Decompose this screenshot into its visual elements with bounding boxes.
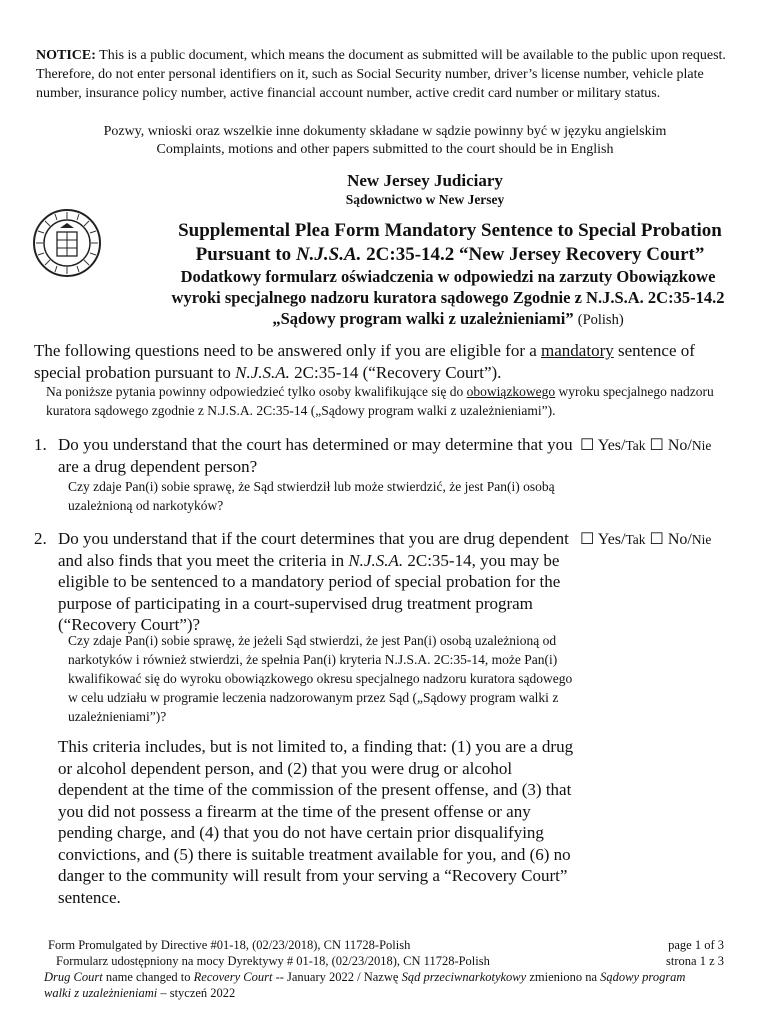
note-polish-old-name: Sąd przeciwnarkotykowy bbox=[401, 970, 527, 984]
form-title-polish-line-2: wyroki specjalnego nadzoru kuratora sądowego Zgodnie z N.J.S.A. 2C:35-14.2 bbox=[171, 288, 725, 307]
title-text-a: Pursuant to bbox=[195, 244, 296, 265]
intro-pl-text-a: Na poniższe pytania powinny odpowiedzieć tylko osoby kwalifikujące się do bbox=[46, 384, 467, 399]
intro-text-b: sentence of special probation pursuant to bbox=[34, 341, 695, 382]
question-1-text-polish: Czy zdaje Pan(i) sobie sprawę, że Sąd stwierdził lub może stwierdzić, że jest Pan(i) osobą uzależnioną od narkotyków? bbox=[68, 479, 555, 513]
notice-text: This is a public document, which means the document as submitted will be available to the public upon request. Therefore, do not enter personal identifiers on it, such as Social Security number, driver’s license number, vehicle plate number, insurance policy number, active financial account number, active credit card number or military status. bbox=[36, 48, 726, 101]
language-label: (Polish) bbox=[577, 312, 624, 328]
question-2-yes-checkbox[interactable] bbox=[580, 531, 646, 548]
checkbox-icon: ☐ bbox=[580, 437, 595, 454]
question-1-number: 1. bbox=[34, 435, 47, 454]
intro-text-a: The following questions need to be answered only if you are eligible for a bbox=[34, 341, 542, 360]
question-2-text bbox=[58, 528, 576, 636]
checkbox-icon: ☐ bbox=[649, 531, 664, 548]
question-2-text-polish: Czy zdaje Pan(i) sobie sprawę, że jeżeli Sąd stwierdzi, że jest Pan(i) osobą uzależnioną od narkotyków i również stwierdzi, że spełnia Pan(i) kryteria N.J.S.A. 2C:35-14, może Pan(i) kwalifikować się do wyroku obowiązkowego okresu specjalnego nadzoru kuratora sądowego w celu udziału w programie leczenia nadzorowanym przez Sąd („Sądowy program walki z uzależnieniami”)? bbox=[68, 633, 573, 724]
form-title-line-2 bbox=[120, 243, 770, 267]
seal-icon bbox=[32, 208, 102, 278]
question-2-answer bbox=[580, 529, 711, 549]
intro-text-c: 2C:35-14 (“Recovery Court”). bbox=[289, 363, 502, 382]
question-2-no-checkbox[interactable] bbox=[650, 531, 712, 548]
no-label-polish: Nie bbox=[691, 532, 712, 547]
judiciary-heading: New Jersey Judiciary bbox=[347, 171, 503, 190]
question-2-text-a: Do you understand that if the court determines that you are drug dependent and also finds that you meet the criteria in bbox=[58, 529, 569, 570]
footer-promulgated: Form Promulgated by Directive #01-18, (02/23/2018), CN 11728-Polish bbox=[48, 938, 411, 952]
form-title-polish-line-1: Dodatkowy formularz oświadczenia w odpowiedzi na zarzuty Obowiązkowe bbox=[180, 267, 716, 286]
note-polish-new-name: Sądowy program walki z uzależnieniami bbox=[44, 970, 686, 1000]
note-text-b: name changed to bbox=[102, 970, 194, 984]
yes-label: Yes/ bbox=[597, 437, 626, 454]
no-label-polish: Nie bbox=[691, 438, 712, 453]
note-recovery-court: Recovery Court bbox=[193, 970, 273, 984]
form-title-line-1: Supplemental Plea Form Mandatory Sentence to Special Probation bbox=[178, 220, 722, 241]
intro-paragraph-polish bbox=[46, 382, 736, 420]
question-2-number: 2. bbox=[34, 529, 47, 548]
yes-label-polish: Tak bbox=[625, 532, 646, 547]
question-1-text: Do you understand that the court has determined or may determine that you are a drug dependent person? bbox=[58, 435, 573, 476]
footer-page-number: page 1 of 3 bbox=[668, 938, 724, 952]
note-text-f: zmieniono na bbox=[526, 970, 601, 984]
title-statute: N.J.S.A. bbox=[295, 244, 362, 265]
intro-pl-text-b: wyroku specjalnego nadzoru kuratora sądowego zgodnie z N.J.S.A. 2C:35-14 („Sądowy program walki z uzależnieniami”). bbox=[46, 384, 714, 418]
title-polish-program: „Sądowy program walki z uzależnieniami” bbox=[272, 309, 574, 328]
yes-label: Yes/ bbox=[597, 531, 626, 548]
yes-label-polish: Tak bbox=[625, 438, 646, 453]
question-2-text-b: 2C:35-14, you may be eligible to be sentenced to a mandatory period of special probation for the purpose of participating in a court-supervised drug treatment program (“Recovery Court”)? bbox=[58, 550, 561, 634]
question-1-yes-checkbox[interactable] bbox=[580, 437, 646, 454]
footer-name-change-note bbox=[44, 969, 714, 1001]
court-seal-logo bbox=[32, 208, 102, 278]
checkbox-icon: ☐ bbox=[649, 437, 664, 454]
form-title-polish-line-3 bbox=[118, 308, 770, 331]
judiciary-heading-polish: Sądownictwo w New Jersey bbox=[345, 192, 505, 207]
no-label: No/ bbox=[667, 531, 692, 548]
question-2-statute: N.J.S.A. bbox=[348, 550, 404, 570]
intro-paragraph bbox=[34, 340, 734, 384]
notice-label: NOTICE: bbox=[36, 48, 96, 63]
notice-polish-line: Pozwy, wnioski oraz wszelkie inne dokumenty składane w sądzie powinny być w języku angielskim bbox=[103, 124, 667, 139]
note-drug-court: Drug Court bbox=[44, 970, 103, 984]
notice-english-line: Complaints, motions and other papers submitted to the court should be in English bbox=[156, 142, 614, 157]
intro-statute: N.J.S.A. bbox=[235, 363, 290, 382]
note-text-d: -- January 2022 / Nazwę bbox=[272, 970, 402, 984]
notice-paragraph bbox=[36, 46, 736, 103]
no-label: No/ bbox=[667, 437, 692, 454]
question-2-criteria: This criteria includes, but is not limited to, a finding that: (1) you are a drug or alcohol dependent person, and (2) that you were drug or alcohol dependent at the time of the commission of the present offense, and (3) that you did not possess a firearm at the time of the present offense or any pending charge, and (4) that you do not have certain prior disqualifying convictions, and (5) there is suitable treatment available for you, and (6) no danger to the community will result from your serving a “Recovery Court” sentence. bbox=[58, 737, 574, 907]
footer-promulgated-polish: Formularz udostępniony na mocy Dyrektywy # 01-18, (02/23/2018), CN 11728-Polish bbox=[56, 954, 490, 968]
intro-mandatory: mandatory bbox=[541, 341, 614, 360]
question-1-no-checkbox[interactable] bbox=[650, 437, 712, 454]
footer-page-number-polish: strona 1 z 3 bbox=[666, 954, 724, 968]
title-text-b: 2C:35-14.2 “New Jersey Recovery Court” bbox=[361, 244, 705, 265]
question-1-answer bbox=[580, 435, 711, 455]
intro-pl-mandatory: obowiązkowego bbox=[466, 384, 556, 399]
checkbox-icon: ☐ bbox=[580, 531, 595, 548]
note-text-h: – styczeń 2022 bbox=[157, 986, 236, 1000]
